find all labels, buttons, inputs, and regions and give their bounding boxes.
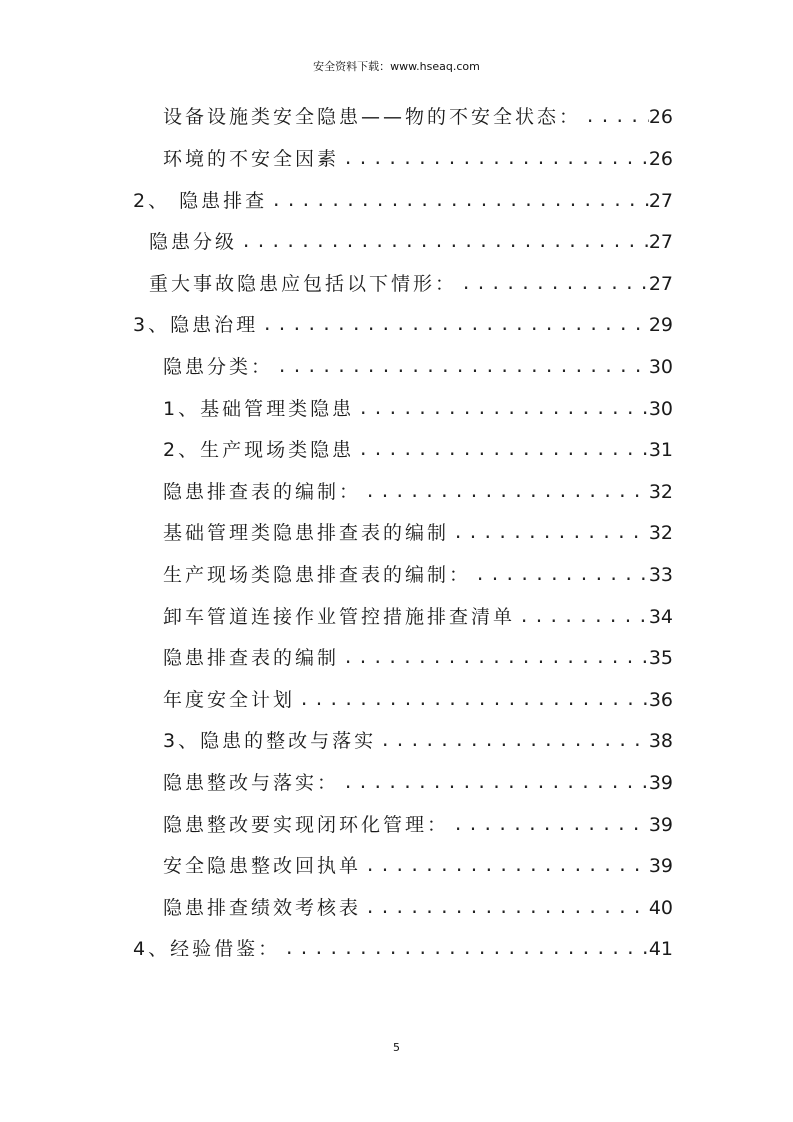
toc-entry-page: 38 (648, 730, 673, 752)
toc-leader-dots (339, 144, 649, 174)
toc-entry-page: 36 (648, 689, 673, 711)
toc-leader-dots (339, 768, 649, 798)
toc-entry[interactable] (163, 435, 673, 465)
toc-entry[interactable] (163, 144, 673, 174)
toc-entry-label: 隐患分级 (149, 231, 238, 253)
page-header: 安全资料下载：www.hseaq.com (313, 60, 480, 73)
page-number: 5 (393, 1041, 400, 1054)
toc-leader-dots (581, 102, 649, 132)
toc-entry[interactable] (163, 685, 673, 715)
toc-entry[interactable] (163, 352, 673, 382)
toc-entry-label: 卸车管道连接作业管控措施排查清单 (163, 606, 516, 628)
toc-entry-label: 4、经验借鉴： (133, 938, 281, 960)
toc-leader-dots (449, 518, 649, 548)
toc-leader-dots (295, 685, 649, 715)
toc-leader-dots (280, 934, 649, 964)
toc-entry[interactable] (149, 269, 673, 299)
toc-entry-page: 29 (648, 314, 673, 336)
toc-entry-label: 重大事故隐患应包括以下情形： (149, 273, 458, 295)
toc-leader-dots (339, 643, 649, 673)
toc-entry-label: 隐患分类： (163, 356, 274, 378)
toc-leader-dots (354, 394, 649, 424)
toc-leader-dots (361, 893, 649, 923)
toc-entry-page: 31 (648, 439, 673, 461)
toc-entry[interactable] (133, 934, 673, 964)
toc-entry[interactable] (163, 394, 673, 424)
toc-leader-dots (449, 810, 649, 840)
toc-entry-page: 39 (648, 814, 673, 836)
toc-entry-page: 40 (648, 897, 673, 919)
toc-entry-label: 隐患排查表的编制 (163, 647, 340, 669)
toc-leader-dots (515, 602, 649, 632)
toc-entry[interactable] (163, 102, 673, 132)
toc-entry[interactable] (163, 477, 673, 507)
toc-entry[interactable] (163, 810, 673, 840)
toc-leader-dots (376, 726, 649, 756)
toc-entry-page: 26 (648, 106, 673, 128)
toc-entry-label: 3、隐患治理 (133, 314, 259, 336)
toc-entry-page: 27 (648, 190, 673, 212)
toc-entry-page: 27 (648, 231, 673, 253)
toc-entry-page: 35 (648, 647, 673, 669)
toc-entry[interactable] (163, 643, 673, 673)
toc-entry-page: 39 (648, 772, 673, 794)
toc-entry-page: 33 (648, 564, 673, 586)
toc-entry-page: 41 (648, 938, 673, 960)
toc-entry-page: 27 (648, 273, 673, 295)
toc-entry-page: 32 (648, 522, 673, 544)
toc-entry-page: 39 (648, 855, 673, 877)
toc-leader-dots (258, 310, 649, 340)
toc-entry-page: 32 (648, 481, 673, 503)
toc-entry-label: 基础管理类隐患排查表的编制 (163, 522, 450, 544)
toc-leader-dots (354, 435, 649, 465)
toc-entry[interactable] (163, 768, 673, 798)
toc-entry-page: 26 (648, 148, 673, 170)
toc-leader-dots (267, 186, 649, 216)
toc-entry[interactable] (133, 310, 673, 340)
toc-entry[interactable] (163, 560, 673, 590)
toc-entry-label: 隐患整改要实现闭环化管理： (163, 814, 450, 836)
toc-entry-page: 30 (648, 398, 673, 420)
toc-entry-label: 2、 隐患排查 (133, 190, 268, 212)
toc-entry-label: 隐患排查表的编制： (163, 481, 362, 503)
toc-entry[interactable] (163, 893, 673, 923)
toc-entry[interactable] (163, 851, 673, 881)
toc-leader-dots (361, 477, 649, 507)
toc-entry[interactable] (163, 726, 673, 756)
toc-entry-page: 34 (648, 606, 673, 628)
toc-entry-label: 年度安全计划 (163, 689, 296, 711)
toc-leader-dots (273, 352, 649, 382)
toc-entry[interactable] (163, 602, 673, 632)
toc-entry[interactable] (163, 518, 673, 548)
toc-entry[interactable] (149, 227, 673, 257)
toc-leader-dots (457, 269, 649, 299)
toc-entry-label: 生产现场类隐患排查表的编制： (163, 564, 472, 586)
toc-entry-label: 设备设施类安全隐患——物的不安全状态： (163, 106, 582, 128)
toc-entry-label: 3、隐患的整改与落实 (163, 730, 377, 752)
toc-entry-label: 1、基础管理类隐患 (163, 398, 355, 420)
toc-entry-label: 2、生产现场类隐患 (163, 439, 355, 461)
toc-entry-label: 隐患排查绩效考核表 (163, 897, 362, 919)
toc-entry-label: 安全隐患整改回执单 (163, 855, 362, 877)
toc-leader-dots (237, 227, 649, 257)
toc-entry[interactable] (133, 186, 673, 216)
toc-entry-label: 环境的不安全因素 (163, 148, 340, 170)
toc-entry-label: 隐患整改与落实： (163, 772, 340, 794)
toc-leader-dots (361, 851, 649, 881)
toc-entry-page: 30 (648, 356, 673, 378)
toc-leader-dots (471, 560, 649, 590)
